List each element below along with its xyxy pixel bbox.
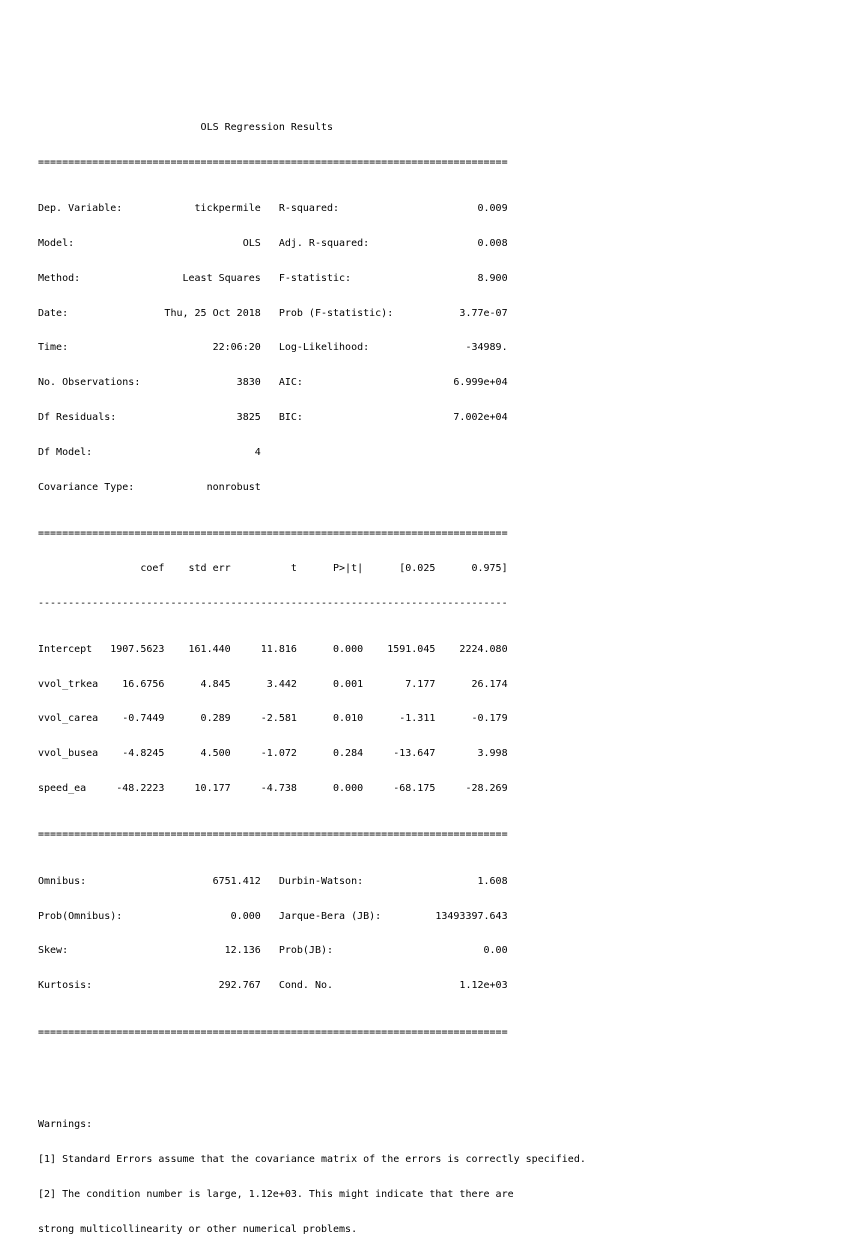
double-rule: ============================================================================== <box>38 156 508 168</box>
coef-table-header: coef std err t P>|t| [0.025 0.975] <box>38 562 508 574</box>
diagnostic-row: Omnibus: 6751.412 Durbin-Watson: 1.608 <box>38 875 508 887</box>
coef-row: vvol_carea -0.7449 0.289 -2.581 0.010 -1.311 -0.179 <box>38 713 508 725</box>
diagnostic-row: Prob(Omnibus): 0.000 Jarque-Bera (JB): 13493397.643 <box>38 910 508 922</box>
model-info-row: Model: OLS Adj. R-squared: 0.008 <box>38 238 508 250</box>
model-info-row: Covariance Type: nonrobust <box>38 481 508 493</box>
warning-line: [1] Standard Errors assume that the covariance matrix of the errors is correctly specified. <box>38 1154 586 1166</box>
double-rule: ============================================================================== <box>38 829 508 841</box>
model-info-row: Df Residuals: 3825 BIC: 7.002e+04 <box>38 412 508 424</box>
model-info-row: Time: 22:06:20 Log-Likelihood: -34989. <box>38 342 508 354</box>
warning-line: [2] The condition number is large, 1.12e+03. This might indicate that there are <box>38 1188 514 1200</box>
coef-row: vvol_trkea 16.6756 4.845 3.442 0.001 7.177 26.174 <box>38 678 508 690</box>
double-rule: ============================================================================== <box>38 527 508 539</box>
summary-title: OLS Regression Results <box>38 122 502 134</box>
single-rule: ------------------------------------------------------------------------------ <box>38 597 508 609</box>
coef-row: Intercept 1907.5623 161.440 11.816 0.000 1591.045 2224.080 <box>38 643 508 655</box>
model-info-row: Date: Thu, 25 Oct 2018 Prob (F-statistic): 3.77e-07 <box>38 307 508 319</box>
ols-regression-summary <box>38 99 586 1247</box>
model-info-row: No. Observations: 3830 AIC: 6.999e+04 <box>38 377 508 389</box>
model-info-row: Dep. Variable: tickpermile R-squared: 0.009 <box>38 203 508 215</box>
warnings-heading: Warnings: <box>38 1119 93 1131</box>
warning-line: strong multicollinearity or other numerical problems. <box>38 1223 358 1235</box>
coef-row: vvol_busea -4.8245 4.500 -1.072 0.284 -13.647 3.998 <box>38 748 508 760</box>
coef-row: speed_ea -48.2223 10.177 -4.738 0.000 -68.175 -28.269 <box>38 783 508 795</box>
model-info-row: Method: Least Squares F-statistic: 8.900 <box>38 272 508 284</box>
diagnostic-row: Skew: 12.136 Prob(JB): 0.00 <box>38 945 508 957</box>
spacer <box>38 1073 586 1085</box>
model-info-row: Df Model: 4 <box>38 446 508 458</box>
double-rule: ============================================================================== <box>38 1026 508 1038</box>
diagnostic-row: Kurtosis: 292.767 Cond. No. 1.12e+03 <box>38 980 508 992</box>
